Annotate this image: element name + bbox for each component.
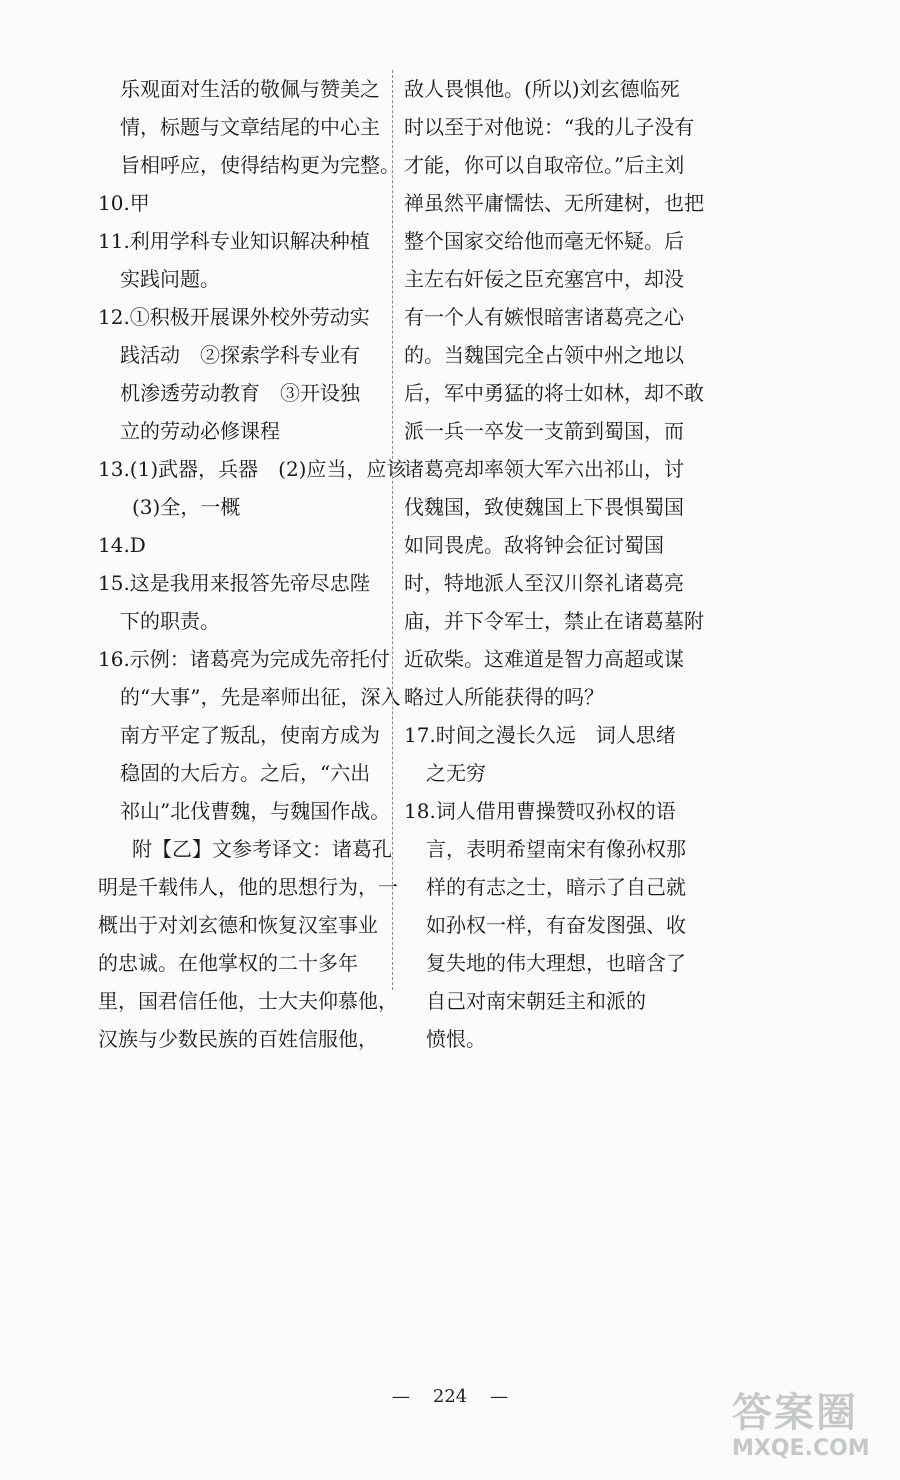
text-line: 践活动 ②探索学科专业有 bbox=[120, 343, 360, 367]
text-line: 稳固的大后方。之后，“六出 bbox=[120, 761, 371, 785]
text-line: 的忠诚。在他掌权的二十多年 bbox=[98, 951, 358, 975]
text-line: 派一兵一卒发一支箭到蜀国，而 bbox=[404, 419, 684, 443]
text-line: 18.词人借用曹操赞叹孙权的语 bbox=[404, 799, 676, 823]
text-line: 机渗透劳动教育 ③开设独 bbox=[120, 381, 360, 405]
text-line: 下的职责。 bbox=[120, 609, 220, 633]
text-line: 立的劳动必修课程 bbox=[120, 419, 280, 443]
text-line: 如孙权一样，有奋发图强、收 bbox=[426, 913, 686, 937]
text-line: (3)全，一概 bbox=[132, 495, 241, 519]
text-line: 之无穷 bbox=[426, 761, 486, 785]
text-line: 如同畏虎。敌将钟会征讨蜀国 bbox=[404, 533, 664, 557]
text-line: 略过人所能获得的吗？ bbox=[404, 685, 604, 709]
text-line: 的“大事”，先是率师出征，深入 bbox=[120, 685, 401, 709]
text-line: 14.D bbox=[98, 533, 146, 557]
text-line: 的。当魏国完全占领中州之地以 bbox=[404, 343, 684, 367]
text-line: 时以至于对他说：“我的儿子没有 bbox=[404, 115, 695, 139]
text-line: 才能，你可以自取帝位。”后主刘 bbox=[404, 153, 685, 177]
text-line: 附【乙】文参考译文：诸葛孔 bbox=[132, 837, 392, 861]
left-column bbox=[98, 70, 407, 1058]
text-line: 11.利用学科专业知识解决种植 bbox=[98, 229, 370, 253]
text-line: 汉族与少数民族的百姓信服他， bbox=[98, 1027, 378, 1051]
watermark-site: MXQE.COM bbox=[732, 1436, 870, 1461]
footer-dash-left: — bbox=[391, 1386, 410, 1407]
text-line: 样的有志之士，暗示了自己就 bbox=[426, 875, 686, 899]
text-line: 时，特地派人至汉川祭礼诸葛亮 bbox=[404, 571, 684, 595]
text-line: 10.甲 bbox=[98, 191, 150, 215]
text-line: 近砍柴。这难道是智力高超或谋 bbox=[404, 647, 684, 671]
text-line: 里，国君信任他，士大夫仰慕他， bbox=[98, 989, 398, 1013]
text-line: 言，表明希望南宋有像孙权那 bbox=[426, 837, 686, 861]
watermark-logo-text: 答案圈 bbox=[732, 1389, 858, 1436]
text-line: 旨相呼应，使得结构更为完整。 bbox=[120, 153, 400, 177]
text-line: 愤恨。 bbox=[426, 1027, 486, 1051]
text-line: 主左右奸佞之臣充塞宫中，却没 bbox=[404, 267, 684, 291]
text-line: 南方平定了叛乱，使南方成为 bbox=[120, 723, 380, 747]
text-line: 15.这是我用来报答先帝尽忠陛 bbox=[98, 571, 370, 595]
page-number: 224 bbox=[432, 1386, 468, 1407]
column-divider bbox=[392, 70, 393, 990]
text-line: 16.示例：诸葛亮为完成先帝托付 bbox=[98, 647, 390, 671]
watermark-logo bbox=[732, 1390, 882, 1470]
footer-dash-right: — bbox=[490, 1386, 509, 1407]
text-line: 敌人畏惧他。(所以)刘玄德临死 bbox=[404, 77, 680, 101]
text-line: 自己对南宋朝廷主和派的 bbox=[426, 989, 646, 1013]
text-line: 复失地的伟大理想，也暗含了 bbox=[426, 951, 686, 975]
right-column bbox=[404, 70, 704, 1058]
text-line: 庙，并下令军士，禁止在诸葛墓附 bbox=[404, 609, 704, 633]
text-line: 13.(1)武器，兵器 (2)应当，应该 bbox=[98, 457, 407, 481]
text-line: 概出于对刘玄德和恢复汉室事业 bbox=[98, 913, 378, 937]
text-line: 实践问题。 bbox=[120, 267, 220, 291]
text-line: 祁山”北伐曹魏，与魏国作战。 bbox=[120, 799, 391, 823]
text-line: 后，军中勇猛的将士如林，却不敢 bbox=[404, 381, 704, 405]
text-line: 禅虽然平庸懦怯、无所建树，也把 bbox=[404, 191, 704, 215]
text-line: 12.①积极开展课外校外劳动实 bbox=[98, 305, 370, 329]
text-line: 有一个人有嫉恨暗害诸葛亮之心 bbox=[404, 305, 684, 329]
text-line: 整个国家交给他而毫无怀疑。后 bbox=[404, 229, 684, 253]
text-line: 伐魏国，致使魏国上下畏惧蜀国 bbox=[404, 495, 684, 519]
text-line: 诸葛亮却率领大军六出祁山，讨 bbox=[404, 457, 684, 481]
text-line: 情，标题与文章结尾的中心主 bbox=[120, 115, 380, 139]
text-line: 明是千载伟人，他的思想行为，一 bbox=[98, 875, 398, 899]
text-line: 乐观面对生活的敬佩与赞美之 bbox=[120, 77, 380, 101]
text-line: 17.时间之漫长久远 词人思绪 bbox=[404, 723, 676, 747]
